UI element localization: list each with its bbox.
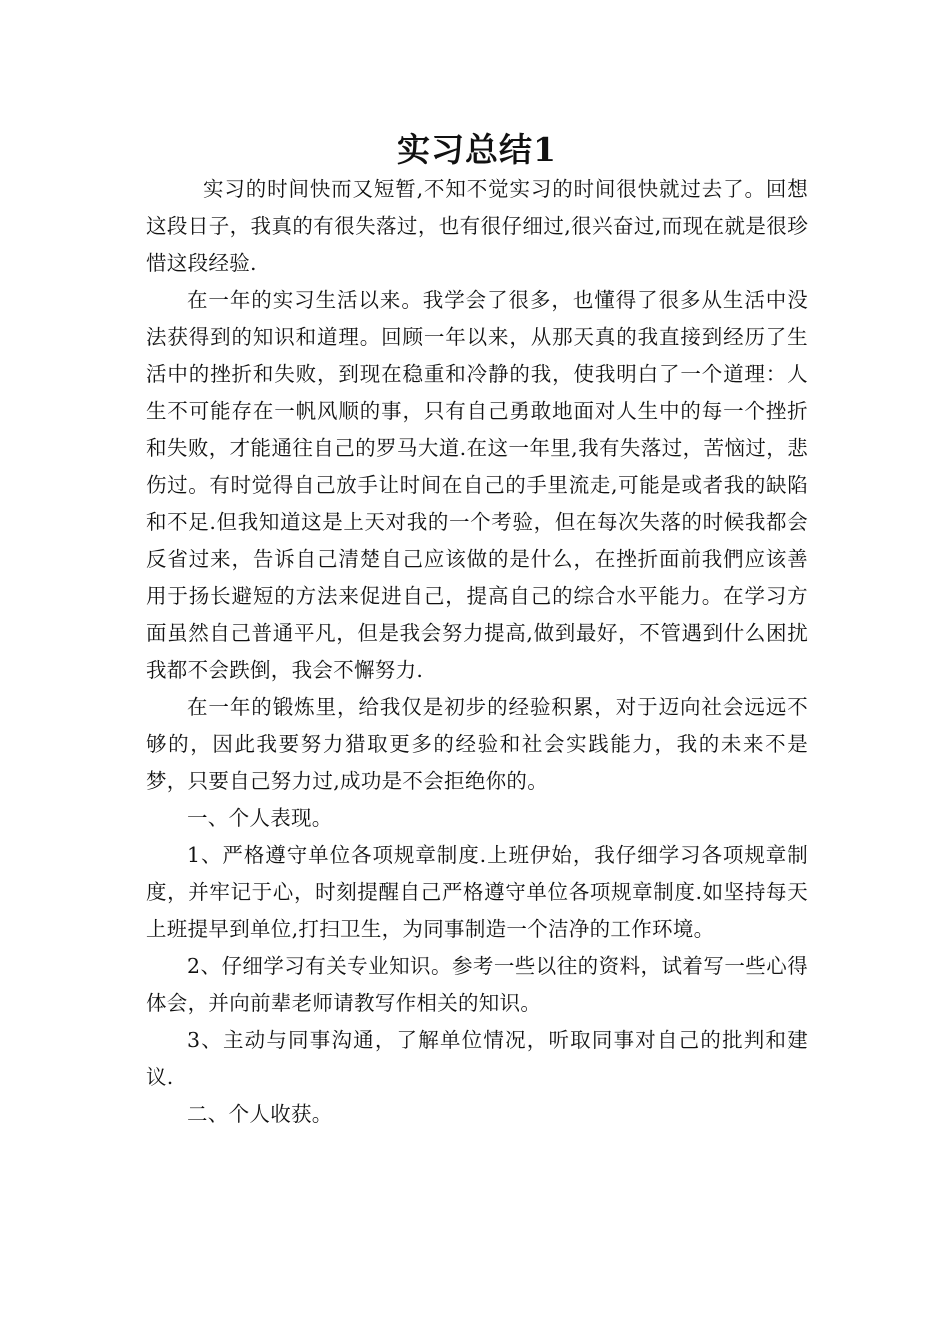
document-title: 实习总结1 — [397, 130, 557, 169]
paragraph-future: 在一年的锻炼里，给我仅是初步的经验积累，对于迈向社会远远不够的，因此我要努力猎取更多的经验和社会实践能力，我的未来不是梦，只要自己努力过,成功是不会拒绝你的。 — [146, 695, 808, 793]
section-heading-performance: 一、个人表现。 — [187, 806, 333, 830]
list-item-communication: 3、主动与同事沟通，了解单位情况，听取同事对自己的批判和建议. — [146, 1028, 808, 1089]
list-item-study: 2、仔细学习有关专业知识。参考一些以往的资料，试着写一些心得体会，并向前辈老师请教写作相关的知识。 — [146, 954, 808, 1015]
document-page — [146, 128, 808, 1133]
paragraph-reflection: 在一年的实习生活以来。我学会了很多，也懂得了很多从生活中没法获得到的知识和道理。回顾一年以来，从那天真的我直接到经历了生活中的挫折和失败，到现在稳重和冷静的我，使我明白了一个道理：人生不可能存在一帆风顺的事，只有自己勇敢地面对人生中的每一个挫折和失败，才能通往自己的罗马大道.在这一年里,我有失落过，苦恼过，悲伤过。有时觉得自己放手让时间在自己的手里流走,可能是或者我的缺陷和不足.但我知道这是上天对我的一个考验，但在每次失落的时候我都会反省过来，告诉自己清楚自己应该做的是什么，在挫折面前我們应该善用于扬长避短的方法来促进自己，提高自己的综合水平能力。在学习方面虽然自己普通平凡，但是我会努力提高,做到最好，不管遇到什么困扰我都不会跌倒，我会不懈努力. — [146, 288, 808, 682]
section-heading-gains: 二、个人收获。 — [187, 1102, 333, 1126]
paragraph-intro: 实习的时间快而又短暂,不知不觉实习的时间很快就过去了。回想这段日子，我真的有很失落过，也有很仔细过,很兴奋过,而现在就是很珍惜这段经验. — [146, 177, 808, 275]
list-item-rules: 1、严格遵守单位各项规章制度.上班伊始，我仔细学习各项规章制度，并牢记于心，时刻提醒自己严格遵守单位各项规章制度.如坚持每天上班提早到单位,打扫卫生，为同事制造一个洁净的工作环境。 — [146, 843, 808, 941]
